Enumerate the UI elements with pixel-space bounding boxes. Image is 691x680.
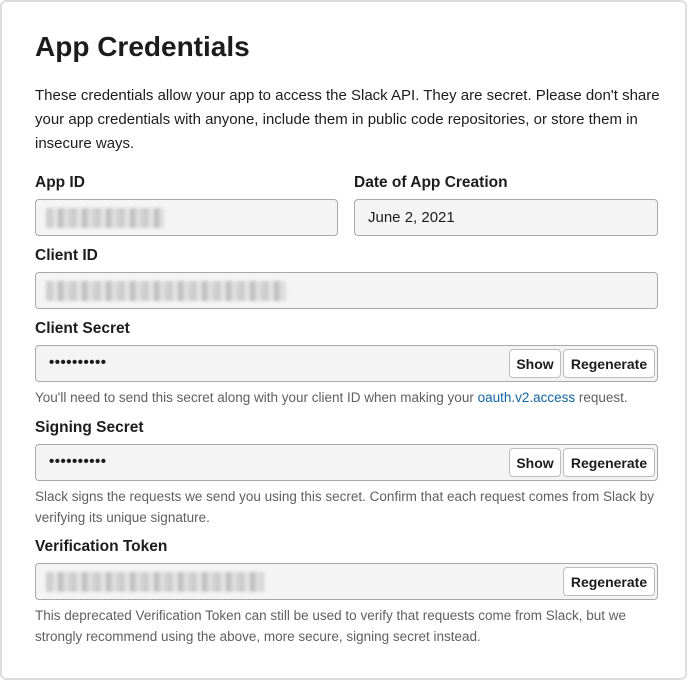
client-secret-help-text: You'll need to send this secret along with your client ID when making your bbox=[35, 390, 478, 405]
section-description: These credentials allow your app to access the Slack API. They are secret. Please don't share your app credentials with anyone, include them in public code repositories, or store them in insecure ways. bbox=[35, 87, 660, 152]
client-secret-label: Client Secret bbox=[35, 320, 130, 337]
section-title: App Credentials bbox=[35, 31, 250, 62]
signing-secret-masked-value: •••••••••• bbox=[49, 453, 107, 470]
client-secret-show-button[interactable]: Show bbox=[509, 349, 561, 378]
signing-secret-show-button[interactable]: Show bbox=[509, 448, 561, 477]
oauth-access-link[interactable]: oauth.v2.access bbox=[477, 390, 576, 405]
client-id-redacted-value bbox=[46, 281, 286, 301]
client-secret-regenerate-button[interactable]: Regenerate bbox=[563, 349, 655, 378]
verification-token-regenerate-button[interactable]: Regenerate bbox=[563, 567, 655, 596]
verification-token-label: Verification Token bbox=[35, 538, 168, 555]
signing-secret-field[interactable] bbox=[35, 444, 658, 481]
creation-date-value: June 2, 2021 bbox=[368, 209, 455, 226]
verification-token-redacted-value bbox=[46, 572, 264, 592]
verification-token-field[interactable] bbox=[35, 563, 658, 600]
client-secret-help-suffix: request. bbox=[575, 390, 628, 405]
client-id-field[interactable] bbox=[35, 272, 658, 309]
app-id-redacted-value bbox=[46, 208, 164, 228]
creation-date-label: Date of App Creation bbox=[354, 174, 508, 191]
app-id-label: App ID bbox=[35, 174, 85, 191]
signing-secret-label: Signing Secret bbox=[35, 419, 144, 436]
client-secret-help bbox=[35, 387, 665, 408]
app-id-field[interactable] bbox=[35, 199, 338, 236]
client-id-label: Client ID bbox=[35, 247, 98, 264]
client-secret-field[interactable] bbox=[35, 345, 658, 382]
signing-secret-regenerate-button[interactable]: Regenerate bbox=[563, 448, 655, 477]
verification-token-help: This deprecated Verification Token can still be used to verify that requests come from Slack, but we strongly recommend using the above, more secure, signing secret instead. bbox=[35, 608, 627, 644]
client-secret-masked-value: •••••••••• bbox=[49, 354, 107, 371]
creation-date-field[interactable] bbox=[354, 199, 658, 236]
signing-secret-help: Slack signs the requests we send you using this secret. Confirm that each request comes from Slack by verifying its unique signature. bbox=[35, 489, 655, 525]
